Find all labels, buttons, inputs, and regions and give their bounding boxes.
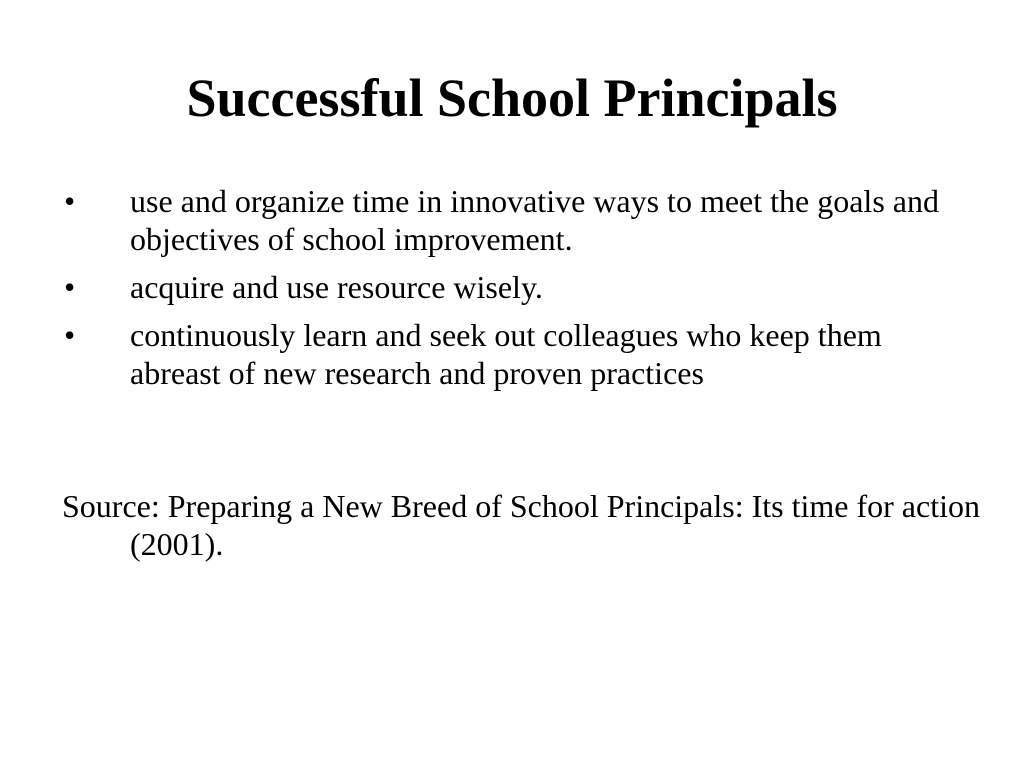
bullet-item bbox=[0, 268, 1024, 306]
bullet-text: acquire and use resource wisely. bbox=[130, 269, 543, 305]
bullet-icon: • bbox=[64, 269, 76, 305]
bullet-text: use and organize time in innovative ways to meet the goals and objectives of school improvement. bbox=[130, 183, 939, 257]
bullet-item bbox=[0, 182, 1024, 258]
slide-title: Successful School Principals bbox=[186, 68, 838, 128]
bullet-icon: • bbox=[64, 183, 76, 219]
bullet-text: continuously learn and seek out colleagues who keep them abreast of new research and proven practices bbox=[130, 317, 882, 391]
source-citation: Source: Preparing a New Breed of School Principals: Its time for action (2001). bbox=[62, 488, 980, 562]
bullet-list bbox=[0, 182, 1024, 402]
bullet-icon: • bbox=[64, 317, 76, 353]
bullet-item bbox=[0, 316, 1024, 392]
